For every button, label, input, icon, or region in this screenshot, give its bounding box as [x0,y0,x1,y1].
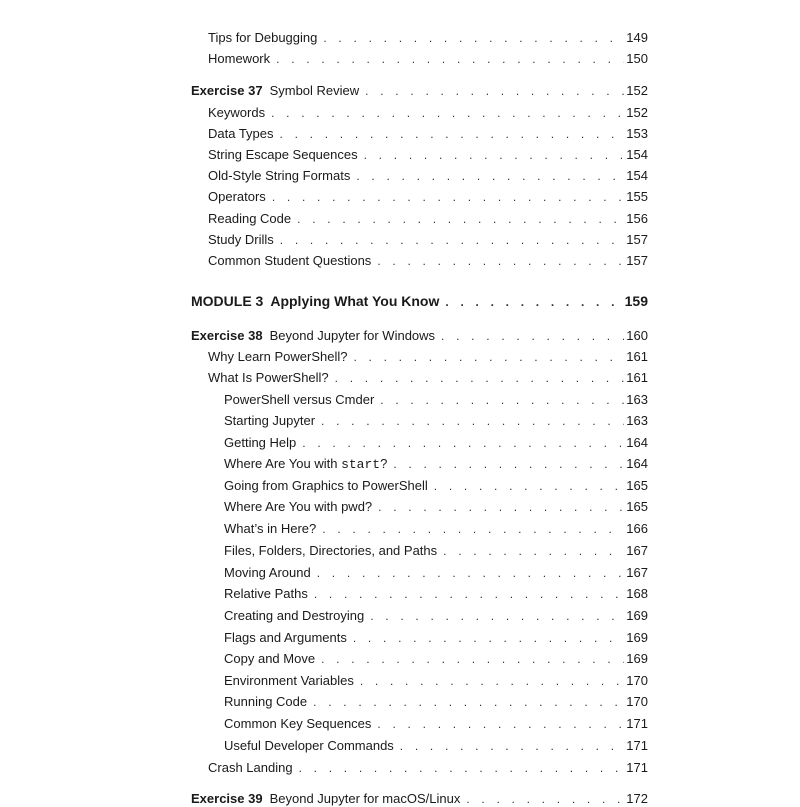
toc-entry [208,126,648,142]
toc-subentry [224,435,648,451]
dot-leader [280,232,625,248]
toc-title-suffix: ? [380,456,388,471]
toc-entry-title: Getting Help [224,435,297,450]
dot-leader [360,673,624,689]
toc-entry [208,211,648,227]
toc-page-number: 163 [626,392,648,407]
exercise-title: Beyond Jupyter for Windows [269,328,436,343]
toc-page-number: 171 [626,716,648,731]
toc-page-number: 157 [626,232,648,247]
toc-entry-title: Going from Graphics to PowerShell [224,478,428,493]
dot-leader [353,630,624,646]
toc-page-number: 164 [626,435,648,450]
exercise-label: Exercise 37 [191,83,263,98]
dot-leader [323,30,624,46]
dot-leader [322,521,624,537]
dot-leader [353,349,624,365]
toc-entry [208,189,648,205]
toc-page-number: 163 [626,413,648,428]
toc-entry-title: Creating and Destroying [224,608,365,623]
toc-entry [208,105,648,121]
toc-entry-title: Study Drills [208,232,274,247]
toc-entry-title: Flags and Arguments [224,630,347,645]
dot-leader [377,253,624,269]
toc-entry [208,168,648,184]
toc-entry-title: Relative Paths [224,586,308,601]
dot-leader [380,392,624,408]
toc-entry-title: Data Types [208,126,274,141]
toc-page-number: 154 [626,168,648,183]
module-heading [191,293,648,310]
dot-leader [313,694,624,710]
toc-subentry [224,694,648,710]
toc-entry-title: String Escape Sequences [208,147,358,162]
dot-leader [400,738,625,754]
toc-subentry [224,673,648,689]
toc-subentry [224,651,648,667]
toc-page-number: 172 [626,791,648,806]
toc-page-number: 171 [626,760,648,775]
toc-page-number: 167 [626,565,648,580]
toc-entry-title: Moving Around [224,565,311,580]
exercise-label: Exercise 38 [191,328,263,343]
toc-page-number: 169 [626,608,648,623]
exercise-heading [191,328,648,344]
dot-leader [356,168,624,184]
toc-entry-title: Files, Folders, Directories, and Paths [224,543,438,558]
toc-entry [208,760,648,776]
toc-entry-title: What’s in Here? [224,521,317,536]
toc-page-number: 164 [626,456,648,471]
toc-entry-title: Operators [208,189,266,204]
toc-subentry [224,608,648,624]
toc-entry-title: Copy and Move [224,651,316,666]
dot-leader [321,413,624,429]
dot-leader [297,211,624,227]
toc-subentry [224,565,648,581]
dot-leader [280,126,625,142]
toc-subentry [224,499,648,515]
toc-entry-title: Useful Developer Commands [224,738,394,753]
inline-code: start [341,457,381,472]
toc-entry [208,349,648,365]
toc-subentry [224,478,648,494]
toc-entry [208,147,648,163]
toc-subentry [224,630,648,646]
dot-leader [466,791,624,807]
toc-entry-title: Starting Jupyter [224,413,316,428]
dot-leader [365,83,624,99]
dot-leader [314,586,624,602]
toc-page-number: 171 [626,738,648,753]
toc-page-number: 161 [626,370,648,385]
toc-entry [208,232,648,248]
toc-entry-title: Old-Style String Formats [208,168,351,183]
toc-entry-title: Keywords [208,105,266,120]
exercise-label: Exercise 39 [191,791,263,806]
dot-leader [299,760,625,776]
toc-entry-title: Reading Code [208,211,292,226]
toc-page-number: 157 [626,253,648,268]
toc-page-number: 165 [626,478,648,493]
toc-subentry [224,413,648,429]
exercise-title: Symbol Review [269,83,360,98]
dot-leader [364,147,625,163]
toc-page-number: 153 [626,126,648,141]
module-label: MODULE 3 [191,293,264,309]
toc-subentry [224,716,648,732]
toc-entry-title: What Is PowerShell? [208,370,329,385]
toc-entry-title: Where Are You with pwd? [224,499,373,514]
dot-leader [302,435,624,451]
toc-page-number: 159 [624,293,648,309]
toc-page-number: 169 [626,651,648,666]
dot-leader [377,716,624,732]
toc-title-prefix: Where Are You with [224,456,342,471]
toc-page-number: 155 [626,189,648,204]
toc-page-number: 156 [626,211,648,226]
dot-leader [271,105,624,121]
toc-page-number: 166 [626,521,648,536]
toc-page-number: 150 [626,51,648,66]
dot-leader [276,51,624,67]
toc-entry-title: Running Code [224,694,308,709]
toc-subentry [224,586,648,602]
toc-entry-title: Common Student Questions [208,253,372,268]
toc-subentry [224,543,648,559]
toc-page-number: 152 [626,83,648,98]
toc-entry [208,30,648,46]
toc-subentry [224,521,648,537]
dot-leader [393,456,624,472]
toc-entry-title: Why Learn PowerShell? [208,349,348,364]
toc-subentry [224,392,648,408]
dot-leader [441,328,624,344]
toc-entry-title [224,456,387,473]
toc-entry-title: PowerShell versus Cmder [224,392,375,407]
module-title: Applying What You Know [270,293,440,309]
toc-subentry [224,738,648,754]
exercise-title: Beyond Jupyter for macOS/Linux [269,791,461,806]
dot-leader [434,478,625,494]
toc-subentry [224,456,648,473]
dot-leader [272,189,624,205]
toc-entry-title: Homework [208,51,271,66]
exercise-heading [191,791,648,807]
toc-page-number: 161 [626,349,648,364]
dot-leader [317,565,625,581]
toc-entry [208,51,648,67]
toc-entry-title: Common Key Sequences [224,716,372,731]
dot-leader [378,499,624,515]
exercise-heading [191,83,648,99]
dot-leader [335,370,625,386]
toc-page-number: 170 [626,673,648,688]
toc-entry-title: Crash Landing [208,760,293,775]
toc-page-number: 149 [626,30,648,45]
dot-leader [321,651,624,667]
toc-entry [208,253,648,269]
toc-page-number: 160 [626,328,648,343]
toc-page-number: 152 [626,105,648,120]
toc-entry-title: Tips for Debugging [208,30,318,45]
toc-page-number: 168 [626,586,648,601]
toc-page-number: 169 [626,630,648,645]
toc-page-number: 154 [626,147,648,162]
toc-page-number: 167 [626,543,648,558]
dot-leader [443,543,624,559]
toc-page-number: 170 [626,694,648,709]
toc-page-number: 165 [626,499,648,514]
dot-leader [370,608,624,624]
toc-entry [208,370,648,386]
dot-leader [445,294,622,310]
toc-entry-title: Environment Variables [224,673,354,688]
